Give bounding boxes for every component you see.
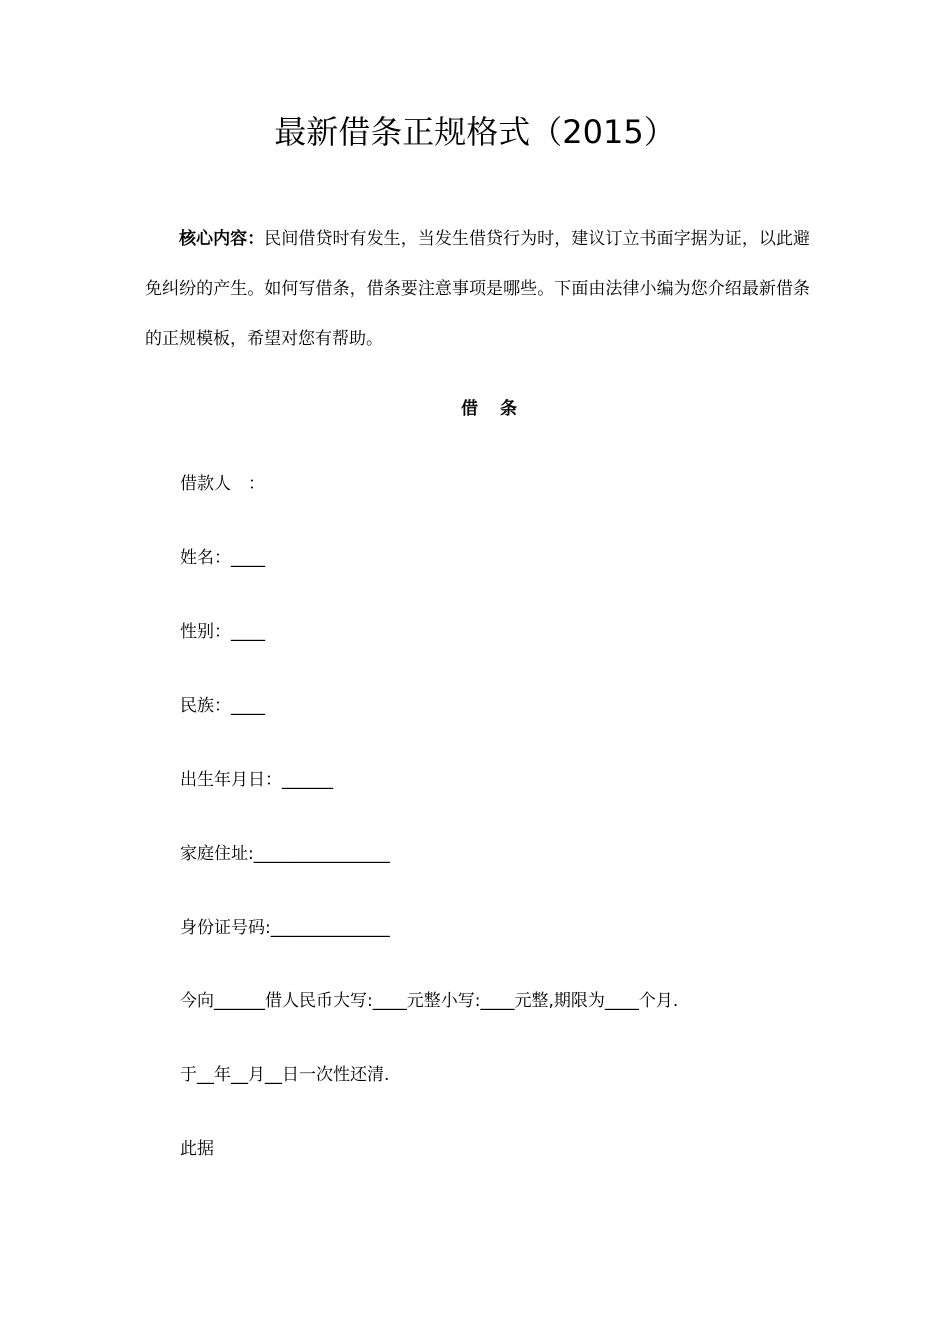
borrower-label: 借款人 ： [180, 474, 265, 494]
gender-field: 性别：____ [180, 622, 265, 642]
intro-paragraph [145, 214, 810, 364]
intro-text: 民间借贷时有发生，当发生借贷行为时，建议订立书面字据为证，以此避免纠纷的产生。如何写借条，借条要注意事项是哪些。下面由法律小编为您介绍最新借条的正规模板，希望对您有帮助。 [145, 229, 811, 349]
document-title: 最新借条正规格式（2015） [274, 113, 676, 151]
birthdate-field: 出生年月日：______ [180, 770, 333, 790]
address-field: 家庭住址:________________ [180, 844, 390, 864]
closing-line: 此据 [180, 1139, 214, 1159]
intro-lead: 核心内容： [179, 229, 265, 249]
loan-amount-line: 今向______借人民币大写:____元整小写:____元整,期限为____个月. [180, 991, 679, 1011]
ethnicity-field: 民族：____ [180, 696, 265, 716]
iou-heading: 借 条 [461, 399, 525, 419]
repayment-date-line: 于__年__月__日一次性还清. [180, 1065, 390, 1085]
name-field: 姓名：____ [180, 548, 265, 568]
id-number-field: 身份证号码:______________ [180, 918, 390, 938]
